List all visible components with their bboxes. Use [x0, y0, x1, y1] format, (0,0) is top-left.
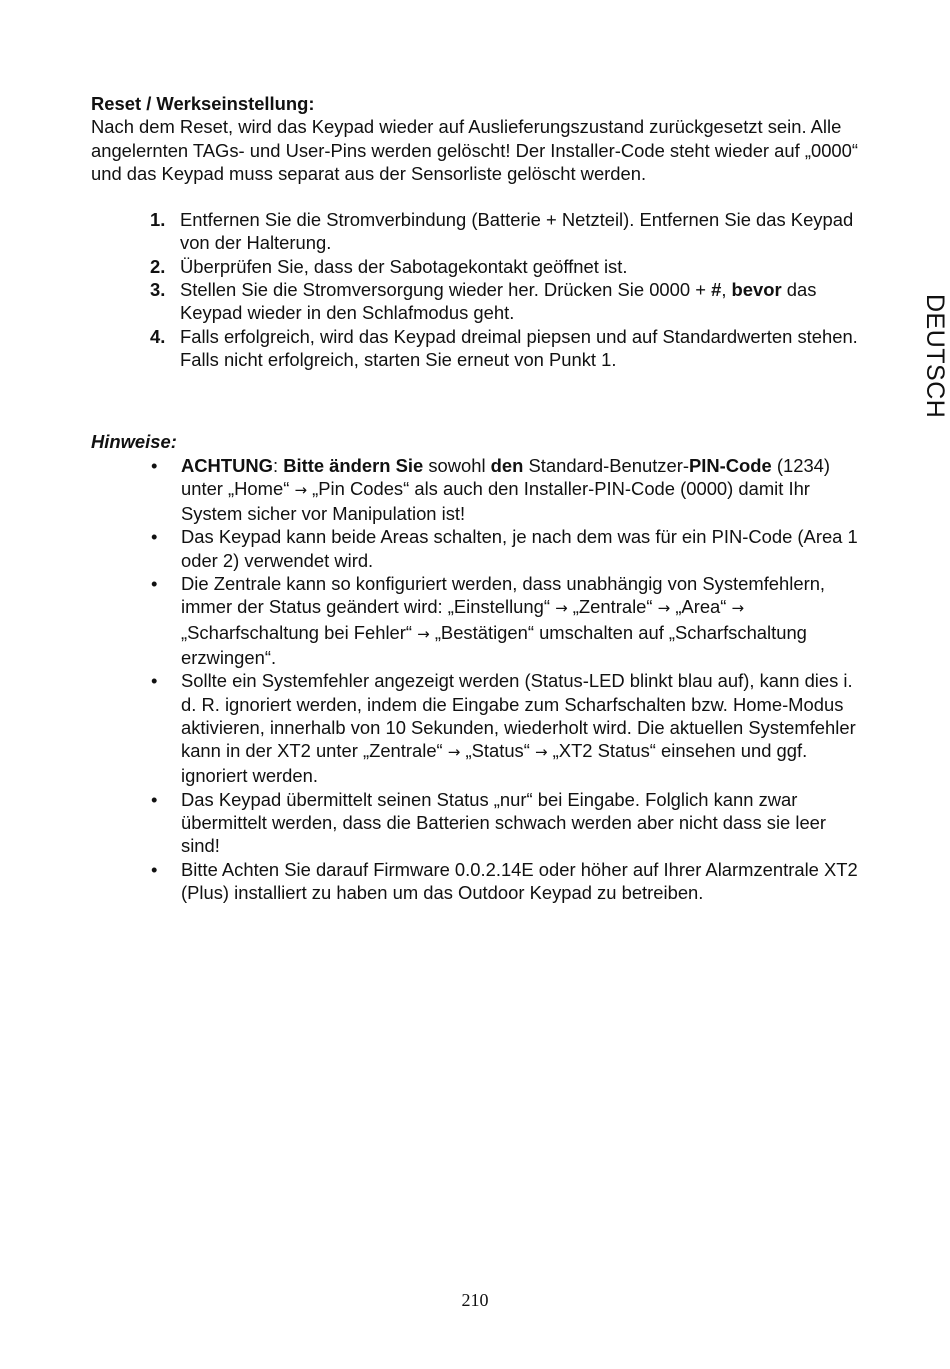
note-text: Bitte Achten Sie darauf Firmware 0.0.2.14E oder höher auf Ihrer Alarmzentrale XT2 (Plus) installiert zu haben um das Outdoor Keypad zu betreiben. — [181, 858, 858, 903]
bullet-icon: • — [151, 670, 158, 692]
note-text: Die Zentrale kann so konfiguriert werden, dass unabhängig von Systemfehlern, immer der Status geändert wird: „Einstellung“ — [181, 573, 826, 618]
bullet-icon: • — [151, 573, 158, 595]
arrow-right-icon: → — [294, 480, 308, 499]
note-item — [91, 669, 861, 787]
language-side-label: DEUTSCH — [921, 294, 949, 419]
note-text: sowohl — [423, 454, 491, 476]
hash-key-text: # — [711, 279, 722, 301]
note-text: „XT2 Status“ einsehen und ggf. ignoriert werden. — [181, 740, 808, 787]
reset-steps-list — [91, 208, 861, 371]
arrow-right-icon: → — [731, 599, 745, 618]
arrow-right-icon: → — [555, 599, 568, 618]
reset-step — [91, 255, 861, 278]
emphasis-text: PIN-Code — [688, 454, 772, 476]
emphasis-text: den — [490, 454, 524, 476]
step-text: Stellen Sie die Stromversorgung wieder her. Drücken Sie 0000 + — [180, 279, 712, 301]
reset-intro-paragraph: Nach dem Reset, wird das Keypad wieder auf Auslieferungszustand zurückgesetzt sein. Alle angelernten TAGs- und User-Pins werden gelöscht! Der Installer-Code steht wieder auf „0000“ und das Keypad muss separat aus der Sensorliste gelöscht werden. — [91, 116, 859, 184]
note-text: Sollte ein Systemfehler angezeigt werden (Status-LED blinkt blau auf), kann dies i. d. R. ignoriert werden, indem die Eingabe zum Scharfschalten bzw. Home-Modus aktivieren, innerhalb von 10 Sekunden, wiederholt wird. Die aktuellen Systemfehler kann in der XT2 unter „Zentrale“ — [181, 670, 856, 762]
page-content — [91, 92, 861, 904]
step-number: 3. — [150, 279, 166, 301]
arrow-right-icon: → — [417, 624, 430, 643]
notes-list — [91, 454, 861, 905]
note-text: (1234) unter „Home“ — [181, 454, 831, 499]
step-number: 2. — [150, 255, 166, 277]
note-text: Standard-Benutzer- — [523, 454, 689, 476]
reset-step — [91, 208, 861, 255]
notes-section-title: Hinweise: — [91, 431, 177, 453]
note-text: „Scharfschaltung bei Fehler“ — [181, 621, 418, 643]
note-text: „Pin Codes“ als auch den Installer-PIN-Code (0000) damit Ihr System sicher vor Manipulation ist! — [181, 477, 810, 525]
emphasis-text: bevor — [731, 279, 782, 301]
bullet-icon: • — [151, 526, 158, 548]
step-number: 4. — [150, 325, 166, 347]
step-number: 1. — [150, 209, 166, 231]
note-item — [91, 788, 861, 858]
note-text: : — [272, 454, 284, 476]
bullet-icon: • — [151, 454, 158, 476]
reset-section-title: Reset / Werkseinstellung: — [91, 93, 315, 114]
note-item — [91, 572, 861, 669]
emphasis-text: Bitte ändern Sie — [283, 454, 424, 476]
note-text: „Status“ — [460, 740, 535, 762]
bullet-icon: • — [151, 788, 158, 810]
step-text: das Keypad wieder in den Schlafmodus geht. — [180, 279, 817, 324]
note-text: „Area“ — [670, 596, 732, 618]
arrow-right-icon: → — [534, 743, 548, 762]
note-text: „Bestätigen“ umschalten auf „Scharfschaltung erzwingen“. — [181, 621, 807, 668]
note-item — [91, 454, 861, 526]
note-text: „Zentrale“ — [567, 596, 658, 618]
warning-label: ACHTUNG — [181, 454, 273, 476]
note-text: Das Keypad übermittelt seinen Status „nur“ bei Eingabe. Folglich kann zwar übermittelt werden, dass die Batterien schwach werden aber nicht dass sie leer sind! — [181, 788, 827, 857]
page-number: 210 — [461, 1290, 489, 1310]
step-text: , — [721, 279, 732, 301]
arrow-right-icon: → — [447, 743, 461, 762]
bullet-icon: • — [151, 858, 158, 880]
step-text: Überprüfen Sie, dass der Sabotagekontakt geöffnet ist. — [180, 255, 628, 277]
step-text: Falls erfolgreich, wird das Keypad dreimal piepsen und auf Standardwerten stehen. Falls nicht erfolgreich, starten Sie erneut von Punkt 1. — [180, 325, 858, 370]
note-item — [91, 525, 861, 572]
reset-step — [91, 325, 861, 372]
note-item — [91, 858, 861, 905]
arrow-right-icon: → — [657, 599, 671, 618]
reset-step — [91, 278, 861, 325]
note-text: Das Keypad kann beide Areas schalten, je nach dem was für ein PIN-Code (Area 1 oder 2) verwendet wird. — [181, 526, 858, 571]
step-text: Entfernen Sie die Stromverbindung (Batterie + Netzteil). Entfernen Sie das Keypad von der Halterung. — [180, 209, 854, 254]
